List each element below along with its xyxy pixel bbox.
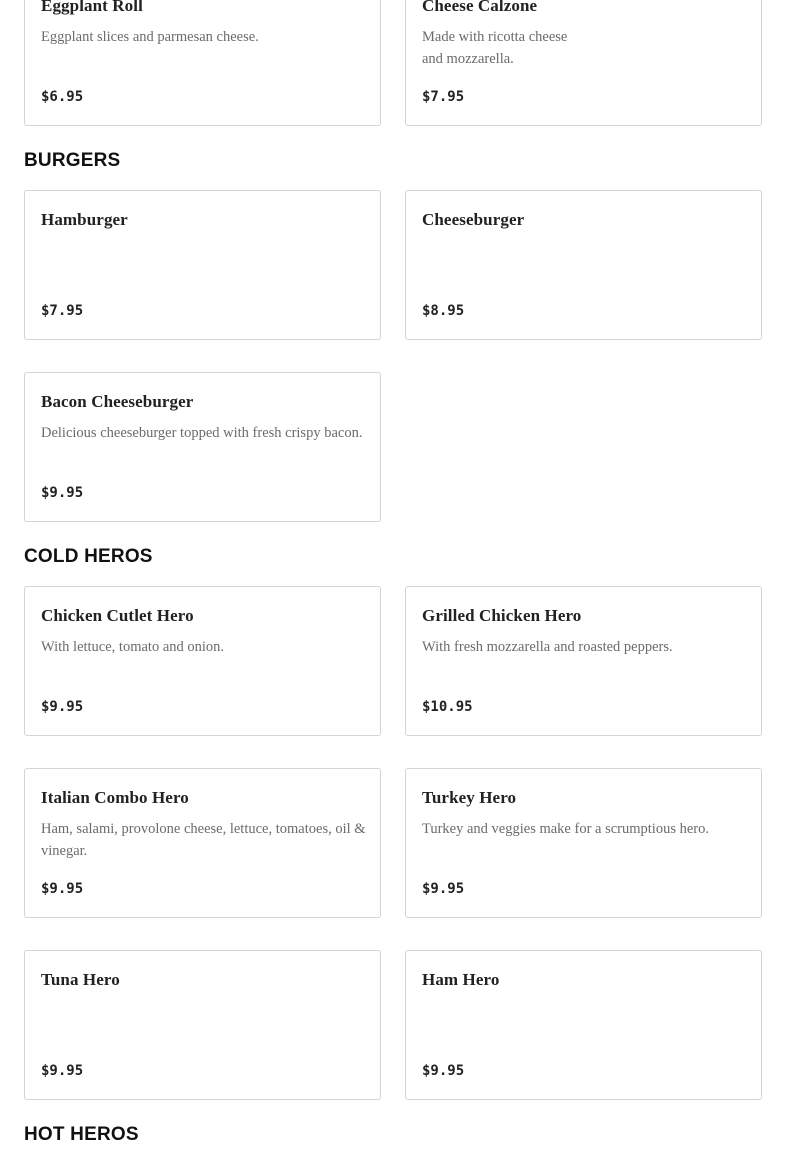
item-name: Turkey Hero [422,788,517,807]
section-title-burgers: BURGERS [24,150,121,171]
item-name: Bacon Cheeseburger [41,392,194,411]
item-price: $7.95 [422,89,465,105]
item-price: $8.95 [422,303,465,319]
item-price: $7.95 [41,303,84,319]
item-description: With lettuce, tomato and onion. [41,639,225,655]
item-price: $9.95 [41,881,84,897]
item-description: With fresh mozzarella and roasted peppers. [422,639,673,655]
item-name: Italian Combo Hero [41,788,189,807]
item-price: $10.95 [422,699,473,715]
section-title-hot-heros: HOT HEROS [24,1124,139,1145]
menu-item-card[interactable] [24,0,381,126]
menu-item-card[interactable] [405,586,762,736]
item-price: $9.95 [422,1063,465,1079]
item-description: Ham, salami, provolone cheese, lettuce, tomatoes, oil & vinegar. [41,821,366,859]
menu-item-card[interactable] [24,372,381,522]
item-name: Eggplant Roll [41,0,143,15]
menu-item-card[interactable] [24,950,381,1100]
menu-item-card[interactable] [24,768,381,918]
menu-item-card[interactable] [24,190,381,340]
menu-item-card[interactable] [24,586,381,736]
item-price: $9.95 [41,699,84,715]
item-name: Chicken Cutlet Hero [41,606,194,625]
item-price: $6.95 [41,89,84,105]
item-price: $9.95 [41,485,84,501]
item-name: Cheese Calzone [422,0,538,15]
item-name: Ham Hero [422,970,500,989]
menu-item-card[interactable] [405,950,762,1100]
menu-item-card[interactable] [405,190,762,340]
item-name: Grilled Chicken Hero [422,606,582,625]
item-price: $9.95 [41,1063,84,1079]
item-price: $9.95 [422,881,465,897]
item-description: Made with ricotta cheese and mozzarella. [422,29,568,67]
item-name: Tuna Hero [41,970,120,989]
section-title-cold-heros: COLD HEROS [24,546,153,567]
item-name: Hamburger [41,210,128,229]
item-description: Turkey and veggies make for a scrumptious hero. [422,821,709,837]
item-description: Eggplant slices and parmesan cheese. [41,29,259,45]
item-name: Cheeseburger [422,210,525,229]
item-description: Delicious cheeseburger topped with fresh crispy bacon. [41,425,363,441]
menu-item-card[interactable] [405,0,762,126]
menu-item-card[interactable] [405,768,762,918]
